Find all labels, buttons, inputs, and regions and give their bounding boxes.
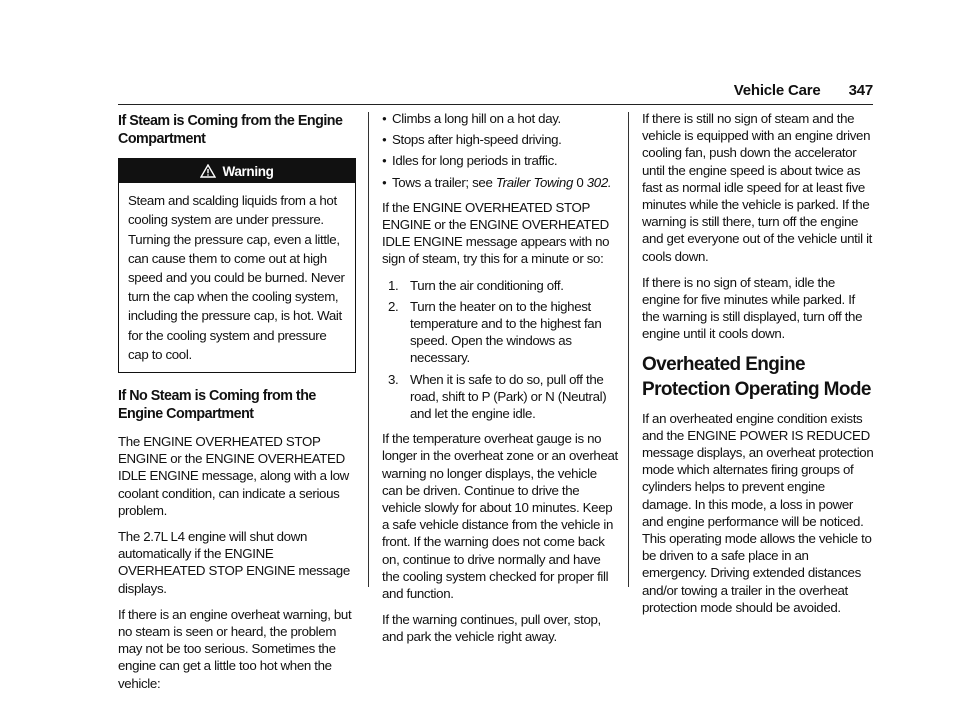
step-item [382,277,618,294]
heading-protection-mode: Overheated Engine Protection Operating Mode [642,353,871,400]
paragraph: The ENGINE OVERHEATED STOP ENGINE or the ENGINE OVERHEATED IDLE ENGINE message, along with a low coolant condition, can indicate a serious problem. [118,434,349,518]
step-item [382,371,618,423]
paragraph: The 2.7L L4 engine will shut down automatically if the ENGINE OVERHEATED STOP ENGINE message displays. [118,529,350,596]
paragraph: If there is no sign of steam, idle the engine for five minutes while parked. If the warning is still displayed, turn off the engine until it cools down. [642,274,863,342]
paragraph: If the temperature overheat gauge is no longer in the overheat zone or an overheat warning no longer displays, the vehicle can be driven. Continue to drive the vehicle slowly for about 10 minutes. Keep a safe vehicle distance from the vehicle in front. If the warning does not come back on, continue to drive normally and have the cooling system checked for proper fill and function. [382,431,618,602]
section-title: Vehicle Care [733,82,821,99]
paragraph: If an overheated engine condition exists and the ENGINE POWER IS REDUCED message displays, an overheat protection mode which alternates firing groups of cylinders helps to prevent engine damage. In this mode, a loss in power and engine performance will be noticed. This operating mode allows the vehicle to be driven to a safe place in an emergency. Driving extended distances and/or towing a trailer in the overheat protection mode should be avoided. [642,410,874,615]
header-rule [118,104,873,105]
step-text: Turn the air conditioning off. [410,277,564,293]
warning-text: Steam and scalding liquids from a hot cooling system are under pressure. Turning the pressure cap, even a little, can cause them to come out at high speed and you could be burned. Never turn the cap when the cooling system, including the pressure cap, is hot. Wait for the cooling system and pressure cap to cool. [128,193,345,362]
paragraph: If there is an engine overheat warning, but no steam is seen or heard, the problem may not be too serious. Sometimes the engine can get a little too hot when the vehicle: [118,606,352,691]
paragraph: If there is still no sign of steam and the vehicle is equipped with an engine driven cooling fan, push down the accelerator until the engine speed is about twice as fast as normal idle speed for at least five minutes while the vehicle is parked. If the warning is still there, turn off the engine and get everyone out of the vehicle until it cools down. [642,111,873,264]
warning-box [118,158,356,373]
step-number: 1. [388,277,399,293]
column-left [118,110,356,701]
paragraph: If the warning continues, pull over, stop, and park the vehicle right away. [382,612,601,645]
warning-triangle-icon [200,164,216,178]
step-text: Turn the heater on to the highest temperature and to the highest fan speed. Open the windows as necessary. [410,298,602,366]
page-ref: 302. [586,174,612,190]
page-header [734,82,873,99]
paragraph: If the ENGINE OVERHEATED STOP ENGINE or the ENGINE OVERHEATED IDLE ENGINE message appears with no sign of steam, try this for a minute or so: [382,199,610,267]
list-item [382,174,618,191]
trailer-towing-link[interactable]: Trailer Towing [495,174,573,190]
step-number: 2. [388,298,399,314]
step-number: 3. [388,371,399,387]
warning-title: Warning [222,164,274,179]
heading-no-steam: If No Steam is Coming from the Engine Compartment [118,388,316,423]
column-middle [382,110,618,655]
list-item: ● Idles for long periods in traffic. [382,152,618,169]
list-item: ● Climbs a long hill on a hot day. [382,110,618,127]
conditions-list [382,110,618,191]
column-divider-left [368,112,369,587]
warning-header [119,159,355,183]
list-item: ● Stops after high-speed driving. [382,131,618,148]
step-text: When it is safe to do so, pull off the road, shift to P (Park) or N (Neutral) and let the engine idle. [410,371,607,422]
page-number: 347 [848,82,873,99]
steps-list [382,277,618,423]
page-ref-arrow-icon: 0 [576,174,584,190]
column-right [642,110,874,625]
heading-steam: If Steam is Coming from the Engine Compartment [118,113,343,147]
step-item [382,298,618,367]
list-item-text: Tows a trailer; see [392,174,496,190]
column-divider-right [628,112,629,587]
